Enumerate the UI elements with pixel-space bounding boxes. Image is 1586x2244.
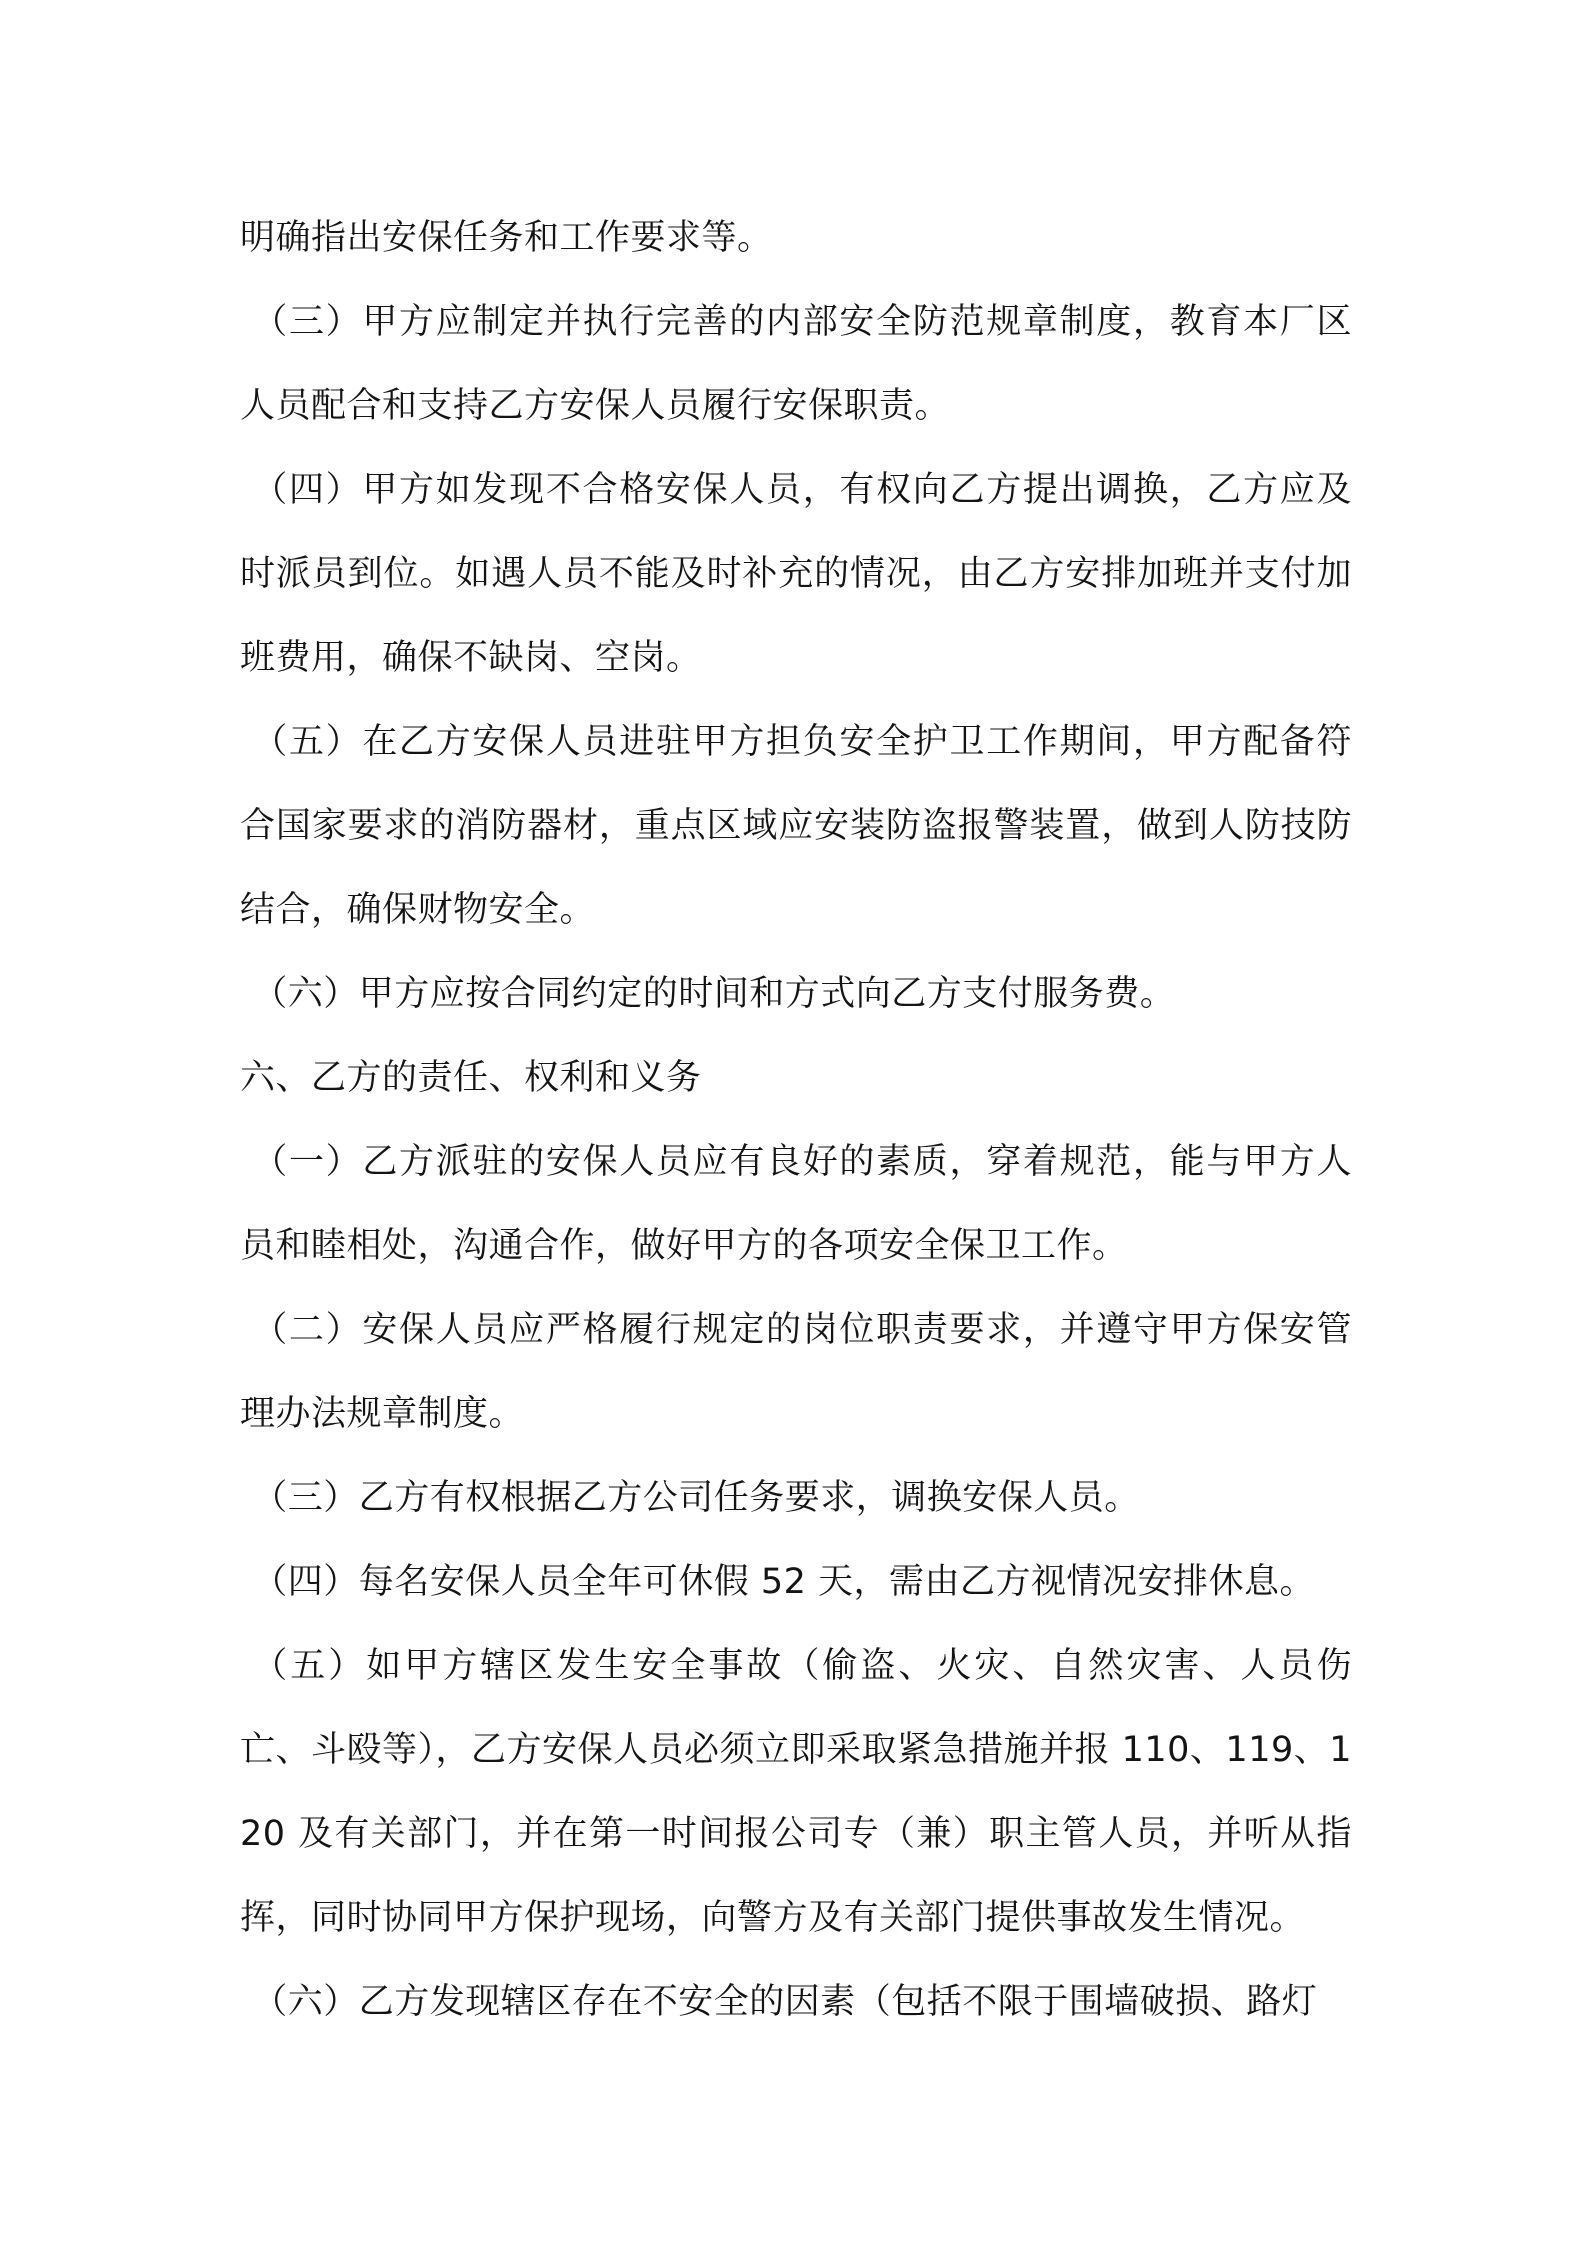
document-body (240, 196, 1352, 2044)
paragraph-clause-6-party-a: （六）甲方应按合同约定的时间和方式向乙方支付服务费。 (252, 974, 1176, 1014)
paragraph-clause-5-party-a: （五）在乙方安保人员进驻甲方担负安全护卫工作期间，甲方配备符合国家要求的消防器材，重点区域应安装防盗报警装置，做到人防技防结合，确保财物安全。 (240, 722, 1352, 930)
paragraph-clause-2-party-b: （二）安保人员应严格履行规定的岗位职责要求，并遵守甲方保安管理办法规章制度。 (240, 1310, 1352, 1434)
paragraph-continuation: 明确指出安保任务和工作要求等。 (240, 218, 773, 258)
paragraph-clause-1-party-b: （一）乙方派驻的安保人员应有良好的素质，穿着规范，能与甲方人员和睦相处，沟通合作，做好甲方的各项安全保卫工作。 (240, 1142, 1352, 1266)
paragraph-clause-4-party-a: （四）甲方如发现不合格安保人员，有权向乙方提出调换，乙方应及时派员到位。如遇人员不能及时补充的情况，由乙方安排加班并支付加班费用，确保不缺岗、空岗。 (240, 470, 1352, 678)
paragraph-clause-3-party-a: （三）甲方应制定并执行完善的内部安全防范规章制度，教育本厂区人员配合和支持乙方安保人员履行安保职责。 (240, 302, 1352, 426)
paragraph-clause-4-party-b: （四）每名安保人员全年可休假 52 天，需由乙方视情况安排休息。 (252, 1562, 1316, 1602)
section-heading-party-b: 六、乙方的责任、权利和义务 (240, 1058, 702, 1098)
paragraph-clause-3-party-b: （三）乙方有权根据乙方公司任务要求，调换安保人员。 (252, 1478, 1140, 1518)
paragraph-clause-6-party-b: （六）乙方发现辖区存在不安全的因素（包括不限于围墙破损、路灯 (252, 1982, 1318, 2022)
paragraph-clause-5-party-b: （五）如甲方辖区发生安全事故（偷盗、火灾、自然灾害、人员伤亡、斗殴等），乙方安保人员必须立即采取紧急措施并报 110、119、120 及有关部门，并在第一时间报公司专（兼）职主管人员，并听从指挥，同时协同甲方保护现场，向警方及有关部门提供事故发生情况。 (240, 1646, 1353, 1938)
